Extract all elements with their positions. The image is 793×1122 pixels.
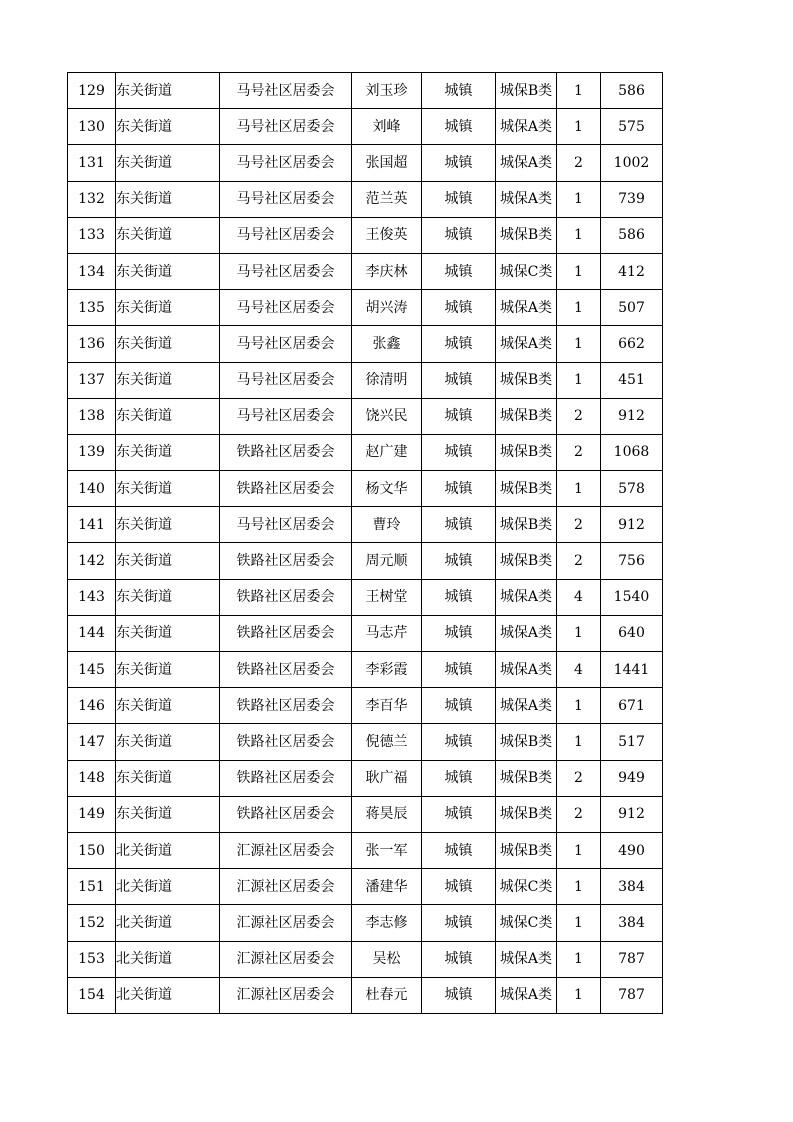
- cell-insurance-category: 城保A类: [496, 977, 557, 1013]
- cell-street: 东关街道: [116, 724, 220, 760]
- cell-community: 铁路社区居委会: [220, 434, 352, 470]
- cell-community: 马号社区居委会: [220, 109, 352, 145]
- cell-person-name: 李百华: [352, 688, 422, 724]
- cell-amount: 787: [601, 977, 663, 1013]
- cell-person-name: 李彩霞: [352, 652, 422, 688]
- cell-area-type: 城镇: [422, 543, 496, 579]
- cell-street: 东关街道: [116, 398, 220, 434]
- cell-person-name: 曹玲: [352, 507, 422, 543]
- cell-person-name: 王树堂: [352, 579, 422, 615]
- cell-street: 东关街道: [116, 145, 220, 181]
- cell-household-count: 1: [557, 109, 601, 145]
- cell-person-name: 李志修: [352, 905, 422, 941]
- cell-street: 东关街道: [116, 253, 220, 289]
- cell-street: 东关街道: [116, 290, 220, 326]
- cell-household-count: 1: [557, 73, 601, 109]
- table-row: [68, 977, 663, 1013]
- table-row: [68, 253, 663, 289]
- cell-community: 铁路社区居委会: [220, 724, 352, 760]
- cell-community: 铁路社区居委会: [220, 796, 352, 832]
- cell-street: 北关街道: [116, 941, 220, 977]
- cell-street: 东关街道: [116, 181, 220, 217]
- table-row: [68, 688, 663, 724]
- table-row: [68, 398, 663, 434]
- cell-street: 东关街道: [116, 109, 220, 145]
- cell-serial-number: 134: [68, 253, 116, 289]
- cell-street: 北关街道: [116, 869, 220, 905]
- cell-amount: 507: [601, 290, 663, 326]
- cell-area-type: 城镇: [422, 471, 496, 507]
- cell-community: 汇源社区居委会: [220, 869, 352, 905]
- cell-community: 汇源社区居委会: [220, 905, 352, 941]
- cell-area-type: 城镇: [422, 579, 496, 615]
- cell-household-count: 1: [557, 724, 601, 760]
- cell-community: 铁路社区居委会: [220, 760, 352, 796]
- cell-household-count: 1: [557, 869, 601, 905]
- cell-serial-number: 149: [68, 796, 116, 832]
- cell-area-type: 城镇: [422, 832, 496, 868]
- cell-household-count: 2: [557, 760, 601, 796]
- cell-serial-number: 145: [68, 652, 116, 688]
- cell-area-type: 城镇: [422, 398, 496, 434]
- cell-street: 北关街道: [116, 905, 220, 941]
- cell-amount: 451: [601, 362, 663, 398]
- cell-street: 东关街道: [116, 362, 220, 398]
- cell-household-count: 1: [557, 326, 601, 362]
- cell-insurance-category: 城保B类: [496, 217, 557, 253]
- cell-amount: 517: [601, 724, 663, 760]
- cell-area-type: 城镇: [422, 615, 496, 651]
- cell-person-name: 张鑫: [352, 326, 422, 362]
- cell-area-type: 城镇: [422, 905, 496, 941]
- cell-amount: 384: [601, 869, 663, 905]
- cell-amount: 490: [601, 832, 663, 868]
- cell-person-name: 倪德兰: [352, 724, 422, 760]
- cell-household-count: 2: [557, 796, 601, 832]
- cell-serial-number: 139: [68, 434, 116, 470]
- roster-table: [67, 72, 663, 1014]
- cell-street: 北关街道: [116, 832, 220, 868]
- cell-household-count: 4: [557, 652, 601, 688]
- cell-insurance-category: 城保B类: [496, 398, 557, 434]
- cell-area-type: 城镇: [422, 977, 496, 1013]
- table-row: [68, 326, 663, 362]
- cell-person-name: 张国超: [352, 145, 422, 181]
- table-row: [68, 109, 663, 145]
- table-row: [68, 905, 663, 941]
- cell-person-name: 胡兴涛: [352, 290, 422, 326]
- cell-household-count: 4: [557, 579, 601, 615]
- cell-serial-number: 135: [68, 290, 116, 326]
- cell-household-count: 2: [557, 398, 601, 434]
- table-row: [68, 290, 663, 326]
- cell-amount: 1002: [601, 145, 663, 181]
- cell-serial-number: 141: [68, 507, 116, 543]
- cell-amount: 756: [601, 543, 663, 579]
- table-row: [68, 434, 663, 470]
- cell-household-count: 2: [557, 145, 601, 181]
- cell-person-name: 杜春元: [352, 977, 422, 1013]
- cell-serial-number: 129: [68, 73, 116, 109]
- cell-serial-number: 150: [68, 832, 116, 868]
- cell-street: 东关街道: [116, 507, 220, 543]
- cell-insurance-category: 城保A类: [496, 688, 557, 724]
- cell-amount: 912: [601, 796, 663, 832]
- cell-area-type: 城镇: [422, 109, 496, 145]
- cell-insurance-category: 城保B类: [496, 362, 557, 398]
- cell-area-type: 城镇: [422, 181, 496, 217]
- cell-community: 汇源社区居委会: [220, 832, 352, 868]
- cell-serial-number: 136: [68, 326, 116, 362]
- table-row: [68, 796, 663, 832]
- cell-insurance-category: 城保A类: [496, 615, 557, 651]
- cell-household-count: 1: [557, 832, 601, 868]
- cell-amount: 1441: [601, 652, 663, 688]
- cell-amount: 586: [601, 217, 663, 253]
- cell-household-count: 2: [557, 543, 601, 579]
- cell-insurance-category: 城保A类: [496, 109, 557, 145]
- cell-insurance-category: 城保A类: [496, 290, 557, 326]
- cell-serial-number: 144: [68, 615, 116, 651]
- roster-body: [68, 73, 663, 1014]
- cell-community: 汇源社区居委会: [220, 977, 352, 1013]
- cell-amount: 671: [601, 688, 663, 724]
- cell-insurance-category: 城保B类: [496, 73, 557, 109]
- cell-street: 北关街道: [116, 977, 220, 1013]
- cell-insurance-category: 城保B类: [496, 796, 557, 832]
- cell-serial-number: 142: [68, 543, 116, 579]
- cell-person-name: 饶兴民: [352, 398, 422, 434]
- cell-household-count: 1: [557, 977, 601, 1013]
- cell-household-count: 1: [557, 688, 601, 724]
- cell-person-name: 李庆林: [352, 253, 422, 289]
- cell-insurance-category: 城保A类: [496, 941, 557, 977]
- cell-area-type: 城镇: [422, 217, 496, 253]
- cell-community: 马号社区居委会: [220, 326, 352, 362]
- cell-street: 东关街道: [116, 543, 220, 579]
- cell-person-name: 吴松: [352, 941, 422, 977]
- cell-insurance-category: 城保B类: [496, 724, 557, 760]
- cell-area-type: 城镇: [422, 869, 496, 905]
- cell-household-count: 1: [557, 941, 601, 977]
- cell-community: 马号社区居委会: [220, 217, 352, 253]
- cell-serial-number: 143: [68, 579, 116, 615]
- cell-household-count: 2: [557, 434, 601, 470]
- table-row: [68, 507, 663, 543]
- cell-household-count: 1: [557, 615, 601, 651]
- cell-community: 铁路社区居委会: [220, 471, 352, 507]
- cell-serial-number: 146: [68, 688, 116, 724]
- cell-serial-number: 154: [68, 977, 116, 1013]
- cell-community: 汇源社区居委会: [220, 941, 352, 977]
- cell-serial-number: 131: [68, 145, 116, 181]
- cell-street: 东关街道: [116, 615, 220, 651]
- cell-area-type: 城镇: [422, 362, 496, 398]
- cell-street: 东关街道: [116, 760, 220, 796]
- cell-household-count: 1: [557, 217, 601, 253]
- cell-insurance-category: 城保C类: [496, 869, 557, 905]
- cell-amount: 662: [601, 326, 663, 362]
- cell-amount: 739: [601, 181, 663, 217]
- table-row: [68, 941, 663, 977]
- cell-amount: 640: [601, 615, 663, 651]
- cell-community: 马号社区居委会: [220, 73, 352, 109]
- cell-serial-number: 147: [68, 724, 116, 760]
- cell-person-name: 张一军: [352, 832, 422, 868]
- cell-insurance-category: 城保B类: [496, 471, 557, 507]
- cell-insurance-category: 城保A类: [496, 652, 557, 688]
- cell-person-name: 耿广福: [352, 760, 422, 796]
- cell-street: 东关街道: [116, 217, 220, 253]
- cell-amount: 586: [601, 73, 663, 109]
- table-row: [68, 832, 663, 868]
- cell-street: 东关街道: [116, 688, 220, 724]
- cell-amount: 1068: [601, 434, 663, 470]
- cell-insurance-category: 城保B类: [496, 507, 557, 543]
- cell-amount: 912: [601, 507, 663, 543]
- cell-insurance-category: 城保B类: [496, 543, 557, 579]
- cell-person-name: 杨文华: [352, 471, 422, 507]
- cell-insurance-category: 城保B类: [496, 760, 557, 796]
- cell-person-name: 周元顺: [352, 543, 422, 579]
- cell-person-name: 蒋昊辰: [352, 796, 422, 832]
- cell-household-count: 1: [557, 905, 601, 941]
- cell-person-name: 范兰英: [352, 181, 422, 217]
- table-row: [68, 869, 663, 905]
- cell-street: 东关街道: [116, 579, 220, 615]
- cell-community: 铁路社区居委会: [220, 615, 352, 651]
- cell-community: 马号社区居委会: [220, 253, 352, 289]
- table-row: [68, 145, 663, 181]
- table-row: [68, 73, 663, 109]
- table-row: [68, 724, 663, 760]
- cell-area-type: 城镇: [422, 652, 496, 688]
- cell-community: 马号社区居委会: [220, 290, 352, 326]
- cell-community: 铁路社区居委会: [220, 579, 352, 615]
- table-row: [68, 615, 663, 651]
- cell-amount: 949: [601, 760, 663, 796]
- cell-insurance-category: 城保A类: [496, 579, 557, 615]
- cell-person-name: 王俊英: [352, 217, 422, 253]
- cell-serial-number: 152: [68, 905, 116, 941]
- table-row: [68, 471, 663, 507]
- cell-serial-number: 148: [68, 760, 116, 796]
- cell-insurance-category: 城保B类: [496, 832, 557, 868]
- table-row: [68, 181, 663, 217]
- cell-community: 铁路社区居委会: [220, 543, 352, 579]
- cell-household-count: 1: [557, 471, 601, 507]
- table-row: [68, 543, 663, 579]
- cell-street: 东关街道: [116, 471, 220, 507]
- cell-serial-number: 130: [68, 109, 116, 145]
- cell-serial-number: 153: [68, 941, 116, 977]
- cell-serial-number: 132: [68, 181, 116, 217]
- cell-serial-number: 140: [68, 471, 116, 507]
- cell-area-type: 城镇: [422, 290, 496, 326]
- cell-insurance-category: 城保C类: [496, 905, 557, 941]
- cell-household-count: 1: [557, 290, 601, 326]
- cell-area-type: 城镇: [422, 434, 496, 470]
- cell-community: 马号社区居委会: [220, 507, 352, 543]
- cell-area-type: 城镇: [422, 688, 496, 724]
- cell-person-name: 赵广建: [352, 434, 422, 470]
- cell-area-type: 城镇: [422, 326, 496, 362]
- cell-household-count: 1: [557, 362, 601, 398]
- cell-person-name: 刘峰: [352, 109, 422, 145]
- table-row: [68, 362, 663, 398]
- table-row: [68, 579, 663, 615]
- cell-serial-number: 151: [68, 869, 116, 905]
- cell-community: 铁路社区居委会: [220, 688, 352, 724]
- table-row: [68, 760, 663, 796]
- cell-household-count: 1: [557, 253, 601, 289]
- cell-area-type: 城镇: [422, 73, 496, 109]
- cell-serial-number: 137: [68, 362, 116, 398]
- cell-person-name: 潘建华: [352, 869, 422, 905]
- cell-area-type: 城镇: [422, 145, 496, 181]
- cell-community: 马号社区居委会: [220, 181, 352, 217]
- cell-street: 东关街道: [116, 73, 220, 109]
- cell-community: 马号社区居委会: [220, 362, 352, 398]
- cell-street: 东关街道: [116, 652, 220, 688]
- cell-household-count: 2: [557, 507, 601, 543]
- cell-street: 东关街道: [116, 326, 220, 362]
- cell-household-count: 1: [557, 181, 601, 217]
- cell-serial-number: 138: [68, 398, 116, 434]
- cell-area-type: 城镇: [422, 941, 496, 977]
- cell-area-type: 城镇: [422, 253, 496, 289]
- cell-amount: 787: [601, 941, 663, 977]
- cell-street: 东关街道: [116, 434, 220, 470]
- cell-person-name: 马志芹: [352, 615, 422, 651]
- cell-insurance-category: 城保A类: [496, 326, 557, 362]
- cell-street: 东关街道: [116, 796, 220, 832]
- cell-area-type: 城镇: [422, 796, 496, 832]
- cell-amount: 384: [601, 905, 663, 941]
- cell-amount: 575: [601, 109, 663, 145]
- cell-amount: 912: [601, 398, 663, 434]
- cell-person-name: 徐清明: [352, 362, 422, 398]
- cell-community: 马号社区居委会: [220, 398, 352, 434]
- cell-person-name: 刘玉珍: [352, 73, 422, 109]
- cell-insurance-category: 城保A类: [496, 181, 557, 217]
- cell-amount: 412: [601, 253, 663, 289]
- cell-serial-number: 133: [68, 217, 116, 253]
- cell-community: 马号社区居委会: [220, 145, 352, 181]
- table-row: [68, 652, 663, 688]
- cell-amount: 1540: [601, 579, 663, 615]
- cell-area-type: 城镇: [422, 507, 496, 543]
- cell-insurance-category: 城保A类: [496, 145, 557, 181]
- cell-area-type: 城镇: [422, 760, 496, 796]
- cell-amount: 578: [601, 471, 663, 507]
- cell-community: 铁路社区居委会: [220, 652, 352, 688]
- cell-area-type: 城镇: [422, 724, 496, 760]
- cell-insurance-category: 城保C类: [496, 253, 557, 289]
- table-row: [68, 217, 663, 253]
- cell-insurance-category: 城保B类: [496, 434, 557, 470]
